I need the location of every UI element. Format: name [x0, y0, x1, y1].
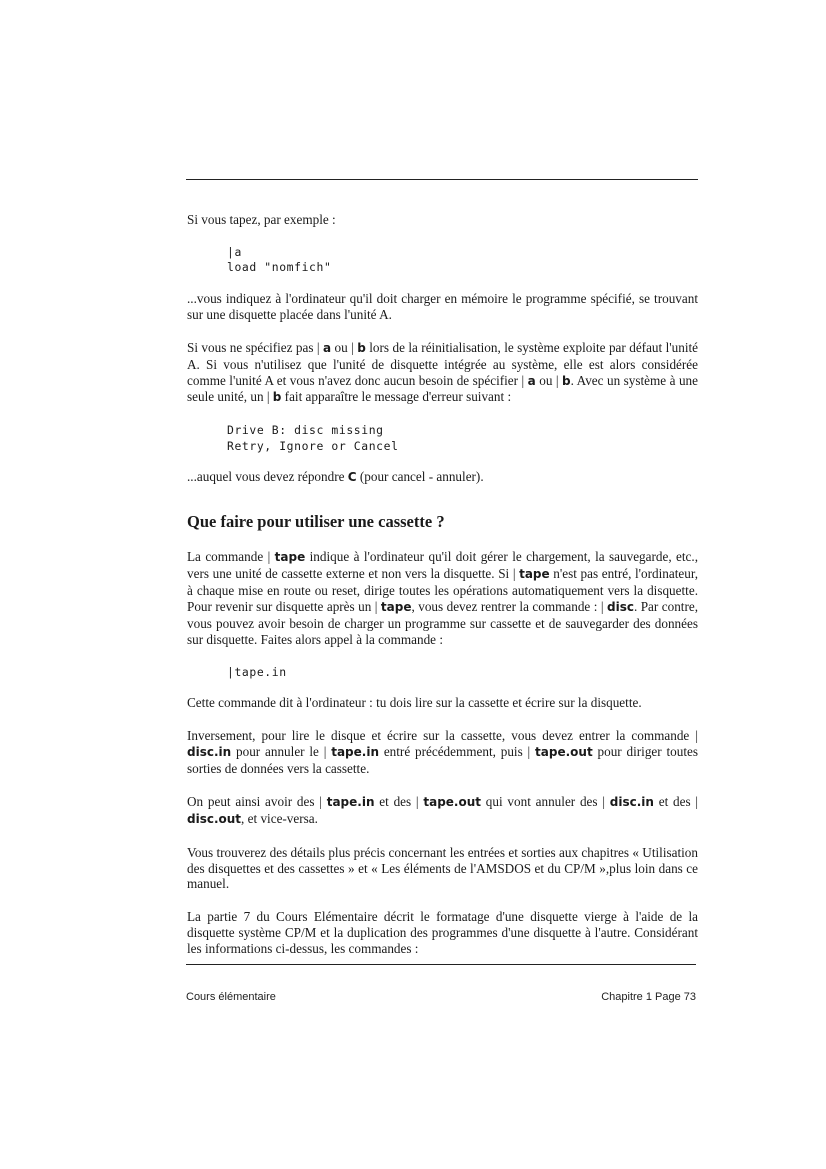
paragraph-cancel: ...auquel vous devez répondre C (pour cancel - annuler).: [187, 469, 484, 485]
paragraph-drive-default: Si vous ne spécifiez pas | a ou | b lors de la réinitialisation, le système exploite par défaut l'unité A. Si vous n'utilisez que l'unité de disquette intégrée au système, elle est alors considérée comme l'unité A et vous n'avez donc aucun besoin de spécifier | a ou | b. Avec un système à une seule unité, un | b fait apparaître le message d'erreur suivant :: [187, 339, 699, 405]
code-block-tape-in: [227, 665, 698, 681]
keyword: C: [347, 470, 357, 485]
code-line: |tape.in: [227, 664, 287, 679]
keyword: disc.in: [187, 745, 232, 759]
code-line: Retry, Ignore or Cancel: [227, 438, 399, 453]
page-body: [187, 212, 698, 974]
paragraph-load-explanation: ...vous indiquez à l'ordinateur qu'il doit charger en mémoire le programme spécifié, se trouvant sur une disquette placée dans l'unité A.: [187, 290, 698, 322]
paragraph-tape-in-meaning: Cette commande dit à l'ordinateur : tu dois lire sur la cassette et écrire sur la disquette.: [187, 695, 642, 711]
keyword: tape: [380, 599, 412, 614]
keyword: disc.in: [609, 794, 654, 809]
keyword: tape.in: [331, 745, 379, 759]
keyword: tape: [274, 550, 306, 565]
paragraph-references: Vous trouverez des détails plus précis concernant les entrées et sorties aux chapitres « Utilisation des disquettes et des cassettes » et « Les éléments de l'AMSDOS et du CP/M »,plus loin dans ce manuel.: [187, 844, 698, 892]
bottom-rule: [186, 964, 696, 965]
keyword: tape.out: [423, 794, 482, 809]
keyword: tape.out: [535, 745, 593, 759]
code-line: load "nomfich": [227, 260, 332, 275]
keyword: a: [323, 340, 332, 355]
code-block-error: [227, 423, 698, 454]
code-line: |a: [227, 244, 242, 259]
keyword: b: [357, 340, 366, 355]
footer-course-title: Cours élémentaire: [186, 991, 276, 1003]
keyword: a: [527, 373, 536, 388]
top-rule: [186, 179, 698, 180]
keyword: tape: [519, 567, 550, 582]
code-block-load: [227, 245, 698, 276]
code-line: Drive B: disc missing: [227, 423, 384, 438]
paragraph-intro: Si vous tapez, par exemple :: [187, 212, 336, 227]
paragraph-formatting: La partie 7 du Cours Elémentaire décrit le formatage d'une disquette vierge à l'aide de la disquette système CP/M et la duplication des programmes d'une disquette à l'autre. Considérant les informations ci-dessus, les commandes :: [187, 909, 698, 957]
keyword: tape.in: [326, 794, 375, 809]
section-heading: Que faire pour utiliser une cassette ?: [187, 512, 445, 532]
paragraph-combinations: On peut ainsi avoir des | tape.in et des | tape.out qui vont annuler des | disc.in et des | disc.out, et vice-versa.: [187, 793, 699, 826]
keyword: disc: [606, 599, 634, 614]
keyword: disc.out: [187, 811, 242, 826]
footer-page-number: Chapitre 1 Page 73: [601, 991, 696, 1003]
paragraph-inverse: Inversement, pour lire le disque et écrire sur la cassette, vous devez entrer la commande | disc.in pour annuler le | tape.in entré précédemment, puis | tape.out pour diriger toutes sorties de données vers la cassette.: [187, 728, 698, 776]
paragraph-tape-command: La commande | tape indique à l'ordinateur qu'il doit gérer le chargement, la sauvegarde, etc., vers une unité de cassette externe et non vers la disquette. Si | tape n'est pas entré, l'ordinateur, à chaque mise en route ou reset, dirige toutes les opérations automatiquement vers la disquette. Pour revenir sur disquette après un | tape, vous devez rentrer la commande : | disc. Par contre, vous pouvez avoir besoin de charger un programme sur cassette et de sauvegarder des données sur disquette. Faites alors appel à la commande :: [187, 549, 699, 647]
keyword: b: [562, 373, 571, 388]
keyword: b: [272, 390, 282, 405]
